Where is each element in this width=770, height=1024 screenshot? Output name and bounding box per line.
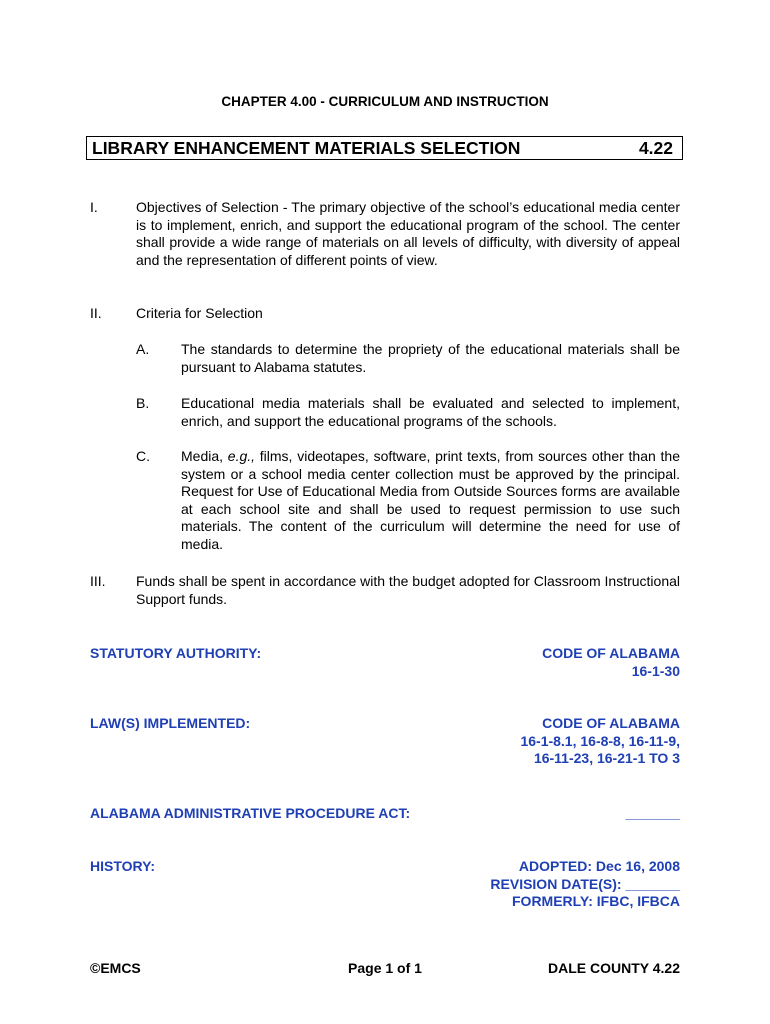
apa-value: _______ xyxy=(625,805,680,821)
subsection-letter: C. xyxy=(136,448,150,464)
subsection-letter: B. xyxy=(136,395,150,411)
text-part: films, videotapes, software, print texts, from sources other than the system or a school media center collection must be approved by the principal. Request for Use of Educational Media from Outside Sources forms are available at each school site and shall be used to request permission to use such materials. The content of the curriculum will determine the need for use of media. xyxy=(181,448,680,552)
laws-line: 16-11-23, 16-21-1 TO 3 xyxy=(533,750,680,766)
footer-page-number: Page 1 of 1 xyxy=(348,960,422,976)
laws-line: CODE OF ALABAMA xyxy=(542,715,680,731)
subsection-text xyxy=(181,448,680,553)
policy-title-box xyxy=(86,136,683,160)
subsection-text: The standards to determine the propriety of the educational materials shall be pursuant to Alabama statutes. xyxy=(181,341,680,375)
laws-implemented-label: LAW(S) IMPLEMENTED: xyxy=(90,715,251,731)
section-number: II. xyxy=(90,305,102,321)
statutory-line: 16-1-30 xyxy=(631,662,680,679)
policy-number: 4.22 xyxy=(638,138,673,158)
footer-copyright: ©EMCS xyxy=(90,960,141,976)
history-value xyxy=(490,858,680,911)
history-line: FORMERLY: IFBC, IFBCA xyxy=(512,893,680,909)
statutory-line: CODE OF ALABAMA xyxy=(542,645,680,661)
laws-implemented-value xyxy=(520,715,680,768)
section-text: Criteria for Selection xyxy=(136,305,263,321)
footer-policy-ref: DALE COUNTY 4.22 xyxy=(548,960,680,976)
subsection-letter: A. xyxy=(136,341,150,357)
statutory-authority-value xyxy=(542,645,680,680)
section-text: Funds shall be spent in accordance with the budget adopted for Classroom Instructional Support funds. xyxy=(136,573,680,607)
statutory-authority-label: STATUTORY AUTHORITY: xyxy=(90,645,262,661)
policy-title: LIBRARY ENHANCEMENT MATERIALS SELECTION xyxy=(92,138,521,158)
text-emphasis: e.g., xyxy=(227,448,256,464)
section-text: Objectives of Selection - The primary objective of the school’s educational media center is to implement, enrich, and support the educational program of the school. The center shall provide a wide range of materials on all levels of difficulty, with diversity of appeal and the representation of different points of view. xyxy=(136,199,680,268)
history-line: ADOPTED: Dec 16, 2008 xyxy=(518,858,680,874)
laws-line: 16-1-8.1, 16-8-8, 16-11-9, xyxy=(520,732,680,749)
section-number: III. xyxy=(90,573,106,589)
history-line: REVISION DATE(S): _______ xyxy=(490,875,680,892)
subsection-text: Educational media materials shall be evaluated and selected to implement, enrich, and support the educational programs of the schools. xyxy=(181,395,680,429)
section-number: I. xyxy=(90,199,98,215)
apa-label: ALABAMA ADMINISTRATIVE PROCEDURE ACT: xyxy=(90,805,411,821)
text-part: Media, xyxy=(181,448,228,464)
history-label: HISTORY: xyxy=(90,858,156,874)
chapter-heading: CHAPTER 4.00 - CURRICULUM AND INSTRUCTION xyxy=(221,94,549,109)
